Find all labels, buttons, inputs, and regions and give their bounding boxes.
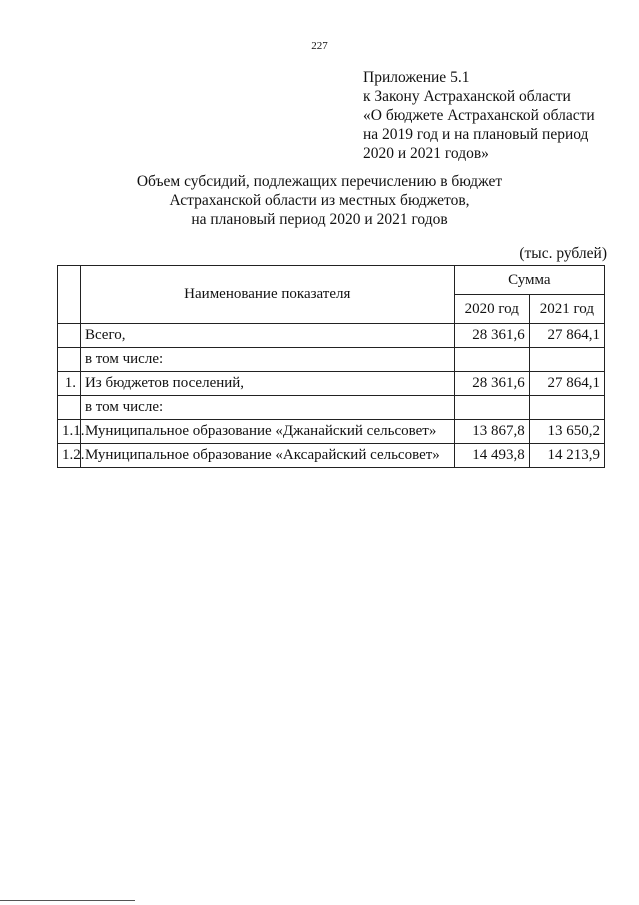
document-title bbox=[0, 172, 639, 229]
row-value-2020 bbox=[454, 396, 529, 420]
table-header-row bbox=[58, 266, 605, 295]
row-value-2021: 14 213,9 bbox=[529, 444, 604, 468]
appendix-line: 2020 и 2021 годов» bbox=[363, 145, 489, 162]
row-value-2020: 28 361,6 bbox=[454, 372, 529, 396]
row-number: 1. bbox=[58, 372, 81, 396]
title-line: на плановый период 2020 и 2021 годов bbox=[191, 211, 448, 228]
row-value-2021 bbox=[529, 396, 604, 420]
appendix-line: Приложение 5.1 bbox=[363, 69, 470, 86]
row-value-2020: 13 867,8 bbox=[454, 420, 529, 444]
row-number bbox=[58, 324, 81, 348]
row-number bbox=[58, 396, 81, 420]
appendix-line: на 2019 год и на плановый период bbox=[363, 126, 589, 143]
row-number bbox=[58, 348, 81, 372]
subsidy-table bbox=[57, 265, 605, 468]
row-value-2020 bbox=[454, 348, 529, 372]
header-number-cell bbox=[58, 266, 81, 324]
row-name: Из бюджетов поселений, bbox=[80, 372, 454, 396]
row-name: в том числе: bbox=[80, 396, 454, 420]
row-value-2020: 28 361,6 bbox=[454, 324, 529, 348]
title-line: Астраханской области из местных бюджетов, bbox=[169, 192, 470, 209]
row-value-2020: 14 493,8 bbox=[454, 444, 529, 468]
row-value-2021: 27 864,1 bbox=[529, 372, 604, 396]
title-line: Объем субсидий, подлежащих перечислению в бюджет bbox=[136, 173, 503, 190]
row-value-2021: 13 650,2 bbox=[529, 420, 604, 444]
header-year-2021: 2021 год bbox=[529, 295, 604, 324]
row-name: Всего, bbox=[80, 324, 454, 348]
row-name: Муниципальное образование «Аксарайский сельсовет» bbox=[80, 444, 454, 468]
table-row bbox=[58, 444, 605, 468]
header-sum-cell: Сумма bbox=[454, 266, 604, 295]
appendix-block bbox=[363, 68, 595, 163]
table-row bbox=[58, 396, 605, 420]
appendix-line: «О бюджете Астраханской области bbox=[363, 107, 595, 124]
header-name-cell: Наименование показателя bbox=[80, 266, 454, 324]
row-name: в том числе: bbox=[80, 348, 454, 372]
row-name: Муниципальное образование «Джанайский сельсовет» bbox=[80, 420, 454, 444]
units-label: (тыс. рублей) bbox=[519, 245, 607, 262]
row-number: 1.1. bbox=[58, 420, 81, 444]
table-row bbox=[58, 348, 605, 372]
table-row bbox=[58, 420, 605, 444]
page-number: 227 bbox=[311, 40, 328, 52]
header-year-2020: 2020 год bbox=[454, 295, 529, 324]
table-row bbox=[58, 372, 605, 396]
row-number: 1.2. bbox=[58, 444, 81, 468]
row-value-2021: 27 864,1 bbox=[529, 324, 604, 348]
row-value-2021 bbox=[529, 348, 604, 372]
footnote-divider bbox=[0, 900, 135, 901]
appendix-line: к Закону Астраханской области bbox=[363, 88, 571, 105]
table-row bbox=[58, 324, 605, 348]
